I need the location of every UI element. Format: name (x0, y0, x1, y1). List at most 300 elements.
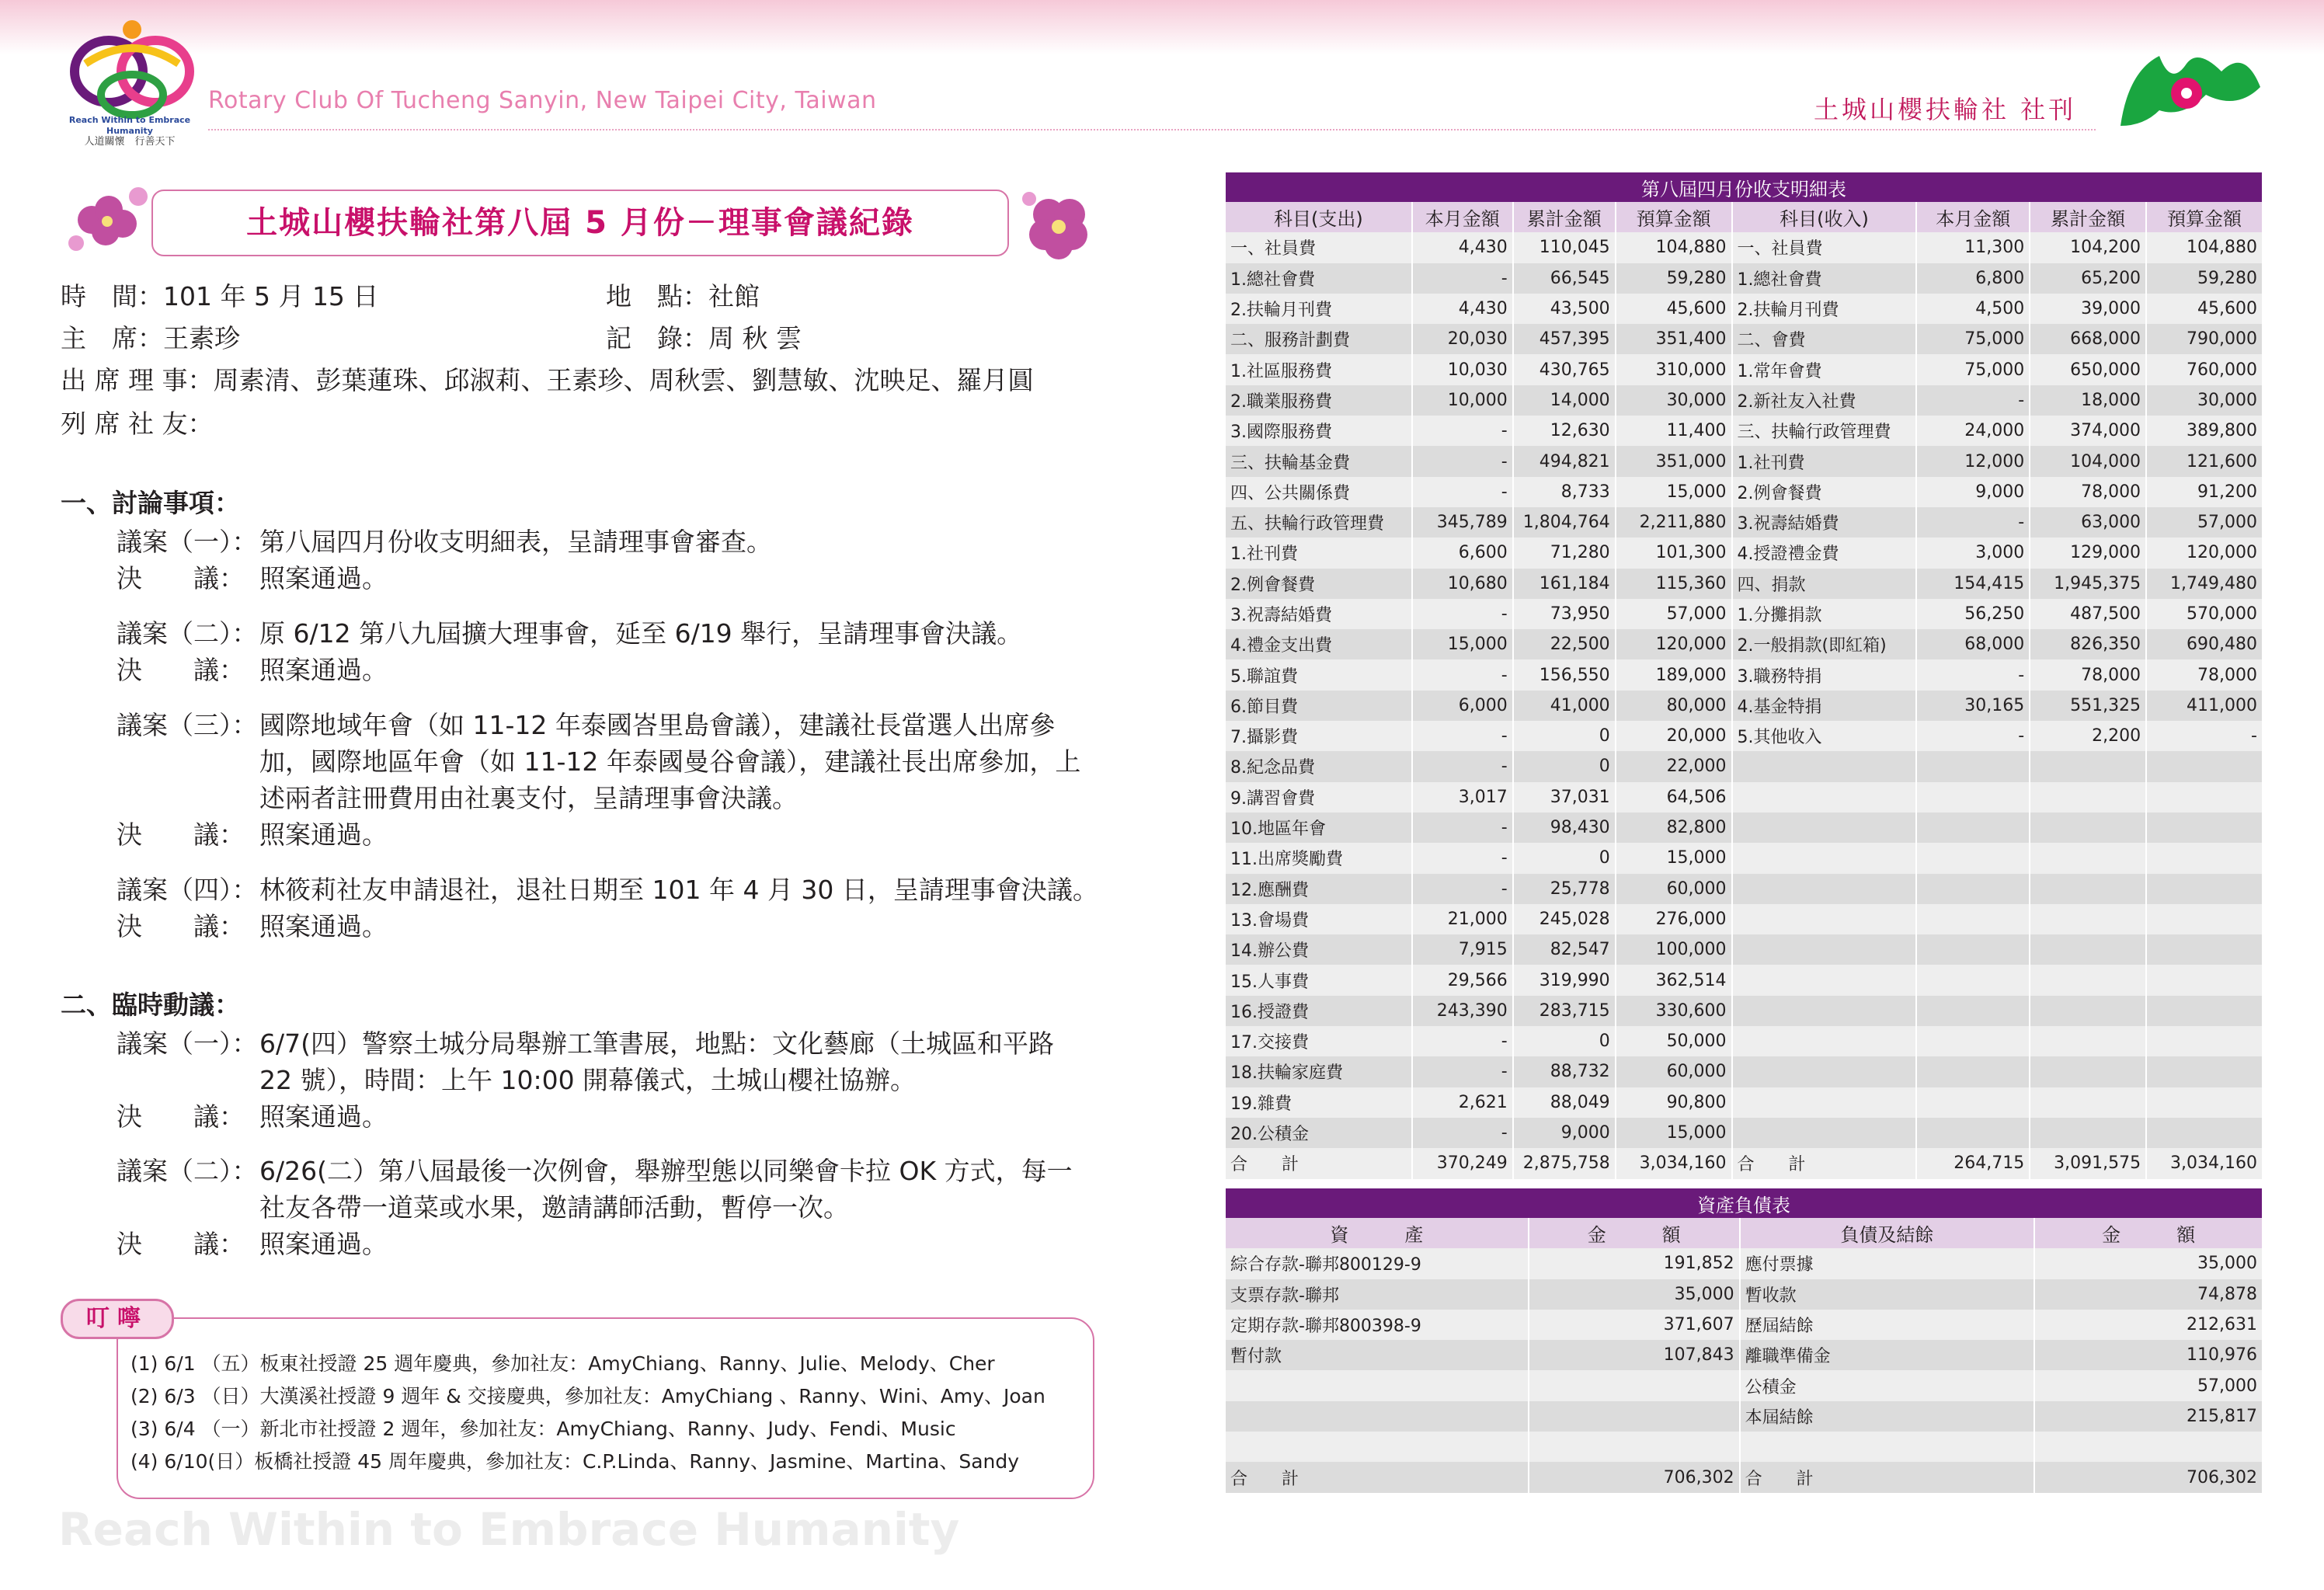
table-cell: 212,631 (2034, 1310, 2263, 1340)
table-cell: - (2146, 721, 2263, 751)
table-cell (2146, 996, 2263, 1026)
decision-label: 決 議： (117, 563, 245, 593)
table-row (1226, 904, 2263, 934)
table-cell: 20.公積金 (1226, 1118, 1412, 1148)
table-cell (2030, 751, 2146, 781)
table-row (1226, 659, 2263, 690)
table-cell: 24,000 (1916, 416, 2030, 446)
table-cell: 56,250 (1916, 599, 2030, 629)
table-cell: 4.基金特捐 (1732, 691, 1917, 721)
meeting-chair (61, 323, 240, 354)
table-cell: 389,800 (2146, 416, 2263, 446)
table-cell: 1.總社會費 (1226, 263, 1412, 294)
table-cell: 7,915 (1412, 934, 1513, 965)
table-cell (1916, 843, 2030, 873)
decision-label: 決 議： (117, 911, 245, 941)
decision-text: 照案通過。 (259, 655, 388, 685)
decision-text: 照案通過。 (259, 911, 388, 941)
total-cell: 706,302 (2034, 1462, 2263, 1492)
table-cell: 189,000 (1616, 659, 1732, 690)
table-cell: 650,000 (2030, 354, 2146, 384)
table-row (1226, 874, 2263, 904)
table-cell: 107,843 (1529, 1340, 1740, 1370)
table-row (1226, 934, 2263, 965)
table-cell: 115,360 (1616, 569, 1732, 599)
table-row (1226, 751, 2263, 781)
table-cell: 457,395 (1513, 324, 1616, 354)
table-row (1226, 324, 2263, 354)
table-cell (2030, 843, 2146, 873)
table-cell (1916, 874, 2030, 904)
table-cell: 3.祝壽結婚費 (1732, 507, 1917, 538)
table-cell: 60,000 (1616, 1056, 1732, 1087)
chair-label: 主 席： (61, 323, 163, 353)
table-cell: 78,000 (2030, 659, 2146, 690)
table-cell (1732, 751, 1917, 781)
meeting-recorder (606, 323, 802, 354)
table-cell (1916, 965, 2030, 995)
table-cell: 345,789 (1412, 507, 1513, 538)
table-cell: 75,000 (1916, 354, 2030, 384)
table-cell (2146, 1056, 2263, 1087)
motion-text: 22 號），時間：上午 10:00 開幕儀式，土城山櫻社協辦。 (259, 1065, 917, 1095)
table-cell (2146, 751, 2263, 781)
table-cell: 支票存款-聯邦 (1226, 1279, 1529, 1310)
total-row (1226, 1462, 2263, 1492)
table-cell (1529, 1432, 1740, 1462)
total-cell: 合 計 (1226, 1148, 1412, 1178)
table-row (1226, 1370, 2263, 1400)
column-header: 預算金額 (1616, 202, 1732, 232)
table-cell: - (1412, 446, 1513, 476)
table-row (1226, 1026, 2263, 1056)
table-cell: 90,800 (1616, 1087, 1732, 1118)
column-header: 科目(收入) (1732, 202, 1917, 232)
proposal-label: 議案（二）： (117, 618, 258, 649)
table-cell: 245,028 (1513, 904, 1616, 934)
table-cell: 6,800 (1916, 263, 2030, 294)
table-header-row (1226, 202, 2263, 232)
table-row (1226, 477, 2263, 507)
table-cell: 4,500 (1916, 294, 2030, 324)
table-cell: 66,545 (1513, 263, 1616, 294)
table-cell: 2,621 (1412, 1087, 1513, 1118)
table-row (1226, 232, 2263, 263)
column-header: 金 額 (1529, 1218, 1740, 1248)
table-cell: - (1412, 843, 1513, 873)
table-cell (2146, 843, 2263, 873)
table-cell: 11,400 (1616, 416, 1732, 446)
income-expense-table (1226, 172, 2263, 1179)
table-cell: 154,415 (1916, 569, 2030, 599)
table-cell: 0 (1513, 721, 1616, 751)
proposal-text: 原 6/12 第八九屆擴大理事會，延至 6/19 舉行，呈請理事會決議。 (259, 618, 1023, 649)
table-cell: 4,430 (1412, 232, 1513, 263)
table-cell: 826,350 (2030, 629, 2146, 659)
table-cell: 45,600 (1616, 294, 1732, 324)
table-cell: 3,017 (1412, 782, 1513, 812)
reminder-item: (4) 6/10(日）板橋社授證 45 周年慶典，參加社友：C.P.Linda、Ranny、Jasmine、Martina、Sandy (130, 1450, 1020, 1473)
chair-value: 王素珍 (163, 323, 240, 353)
table-cell: 319,990 (1513, 965, 1616, 995)
table-cell: 0 (1513, 1026, 1616, 1056)
table-cell: 2.職業服務費 (1226, 385, 1412, 416)
table-cell (2146, 1118, 2263, 1148)
reminder-item: (2) 6/3 （日）大漢溪社授證 9 週年 & 交接慶典，參加社友：AmyChiang 、Ranny、Wini、Amy、Joan (130, 1385, 1045, 1407)
table-cell: 0 (1513, 751, 1616, 781)
time-label: 時 間： (61, 281, 163, 311)
table-cell: 2.新社友入社費 (1732, 385, 1917, 416)
recorder-value: 周 秋 雲 (708, 323, 802, 353)
table-cell: 三、扶輪基金費 (1226, 446, 1412, 476)
top-band (0, 0, 2324, 54)
table-cell: 110,976 (2034, 1340, 2263, 1370)
table-row (1226, 1056, 2263, 1087)
table-cell: 18.扶輪家庭費 (1226, 1056, 1412, 1087)
table-cell: 78,000 (2146, 659, 2263, 690)
recorder-label: 記 錄： (606, 323, 708, 353)
table-cell: 15,000 (1412, 629, 1513, 659)
table-cell: 35,000 (2034, 1248, 2263, 1279)
table-cell: 276,000 (1616, 904, 1732, 934)
table-cell: 15,000 (1616, 843, 1732, 873)
table-cell: 243,390 (1412, 996, 1513, 1026)
table-cell: 20,000 (1616, 721, 1732, 751)
table-cell: 應付票據 (1740, 1248, 2035, 1279)
table-cell: 37,031 (1513, 782, 1616, 812)
table-title: 第八屆四月份收支明細表 (1226, 172, 2263, 202)
proposal-label: 議案（一）： (117, 527, 258, 557)
table-cell: 1.常年會費 (1732, 354, 1917, 384)
table-cell: 14,000 (1513, 385, 1616, 416)
total-cell: 合 計 (1740, 1462, 2035, 1492)
table-cell: 暫付款 (1226, 1340, 1529, 1370)
table-cell: - (1412, 721, 1513, 751)
table-cell: 104,000 (2030, 446, 2146, 476)
table-cell: 2.例會餐費 (1226, 569, 1412, 599)
table-cell: 104,200 (2030, 232, 2146, 263)
table-row (1226, 721, 2263, 751)
table-cell: - (1412, 874, 1513, 904)
table-cell: 88,732 (1513, 1056, 1616, 1087)
table-cell (1732, 1087, 1917, 1118)
column-header: 金 額 (2034, 1218, 2263, 1248)
table-cell: 10,000 (1412, 385, 1513, 416)
table-cell: 120,000 (1616, 629, 1732, 659)
table-cell: 暫收款 (1740, 1279, 2035, 1310)
table-cell: 2.扶輪月刊費 (1732, 294, 1917, 324)
table-cell: 82,547 (1513, 934, 1616, 965)
table-cell: 65,200 (2030, 263, 2146, 294)
table-cell: 4.授證禮金費 (1732, 538, 1917, 568)
table-cell: 1,749,480 (2146, 569, 2263, 599)
total-cell: 264,715 (1916, 1148, 2030, 1178)
table-cell: 二、會費 (1732, 324, 1917, 354)
table-cell (2030, 874, 2146, 904)
section-heading: 二、臨時動議： (61, 990, 240, 1020)
table-cell: 91,200 (2146, 477, 2263, 507)
table-cell (2146, 782, 2263, 812)
table-cell: 7.攝影費 (1226, 721, 1412, 751)
table-cell: 10,680 (1412, 569, 1513, 599)
table-cell: 60,000 (1616, 874, 1732, 904)
place-label: 地 點： (606, 281, 708, 311)
reminder-tag: 叮嚀 (61, 1299, 174, 1339)
table-cell: 二、服務計劃費 (1226, 324, 1412, 354)
table-cell: 5.聯誼費 (1226, 659, 1412, 690)
table-cell: 2,211,880 (1616, 507, 1732, 538)
table-cell: 12,000 (1916, 446, 2030, 476)
table-cell: - (1412, 263, 1513, 294)
table-cell: 494,821 (1513, 446, 1616, 476)
table-cell: - (1412, 416, 1513, 446)
reminder-item: (1) 6/1 （五）板東社授證 25 週年慶典，參加社友：AmyChiang、Ranny、Julie、Melody、Cher (130, 1352, 995, 1375)
table-cell: 20,030 (1412, 324, 1513, 354)
table-row (1226, 599, 2263, 629)
table-cell: 215,817 (2034, 1401, 2263, 1432)
table-cell: 離職準備金 (1740, 1340, 2035, 1370)
table-cell: 一、社員費 (1226, 232, 1412, 263)
table-row (1226, 507, 2263, 538)
total-cell: 3,034,160 (1616, 1148, 1732, 1178)
table-row (1226, 1087, 2263, 1118)
table-header-row (1226, 1218, 2263, 1248)
table-cell (1732, 782, 1917, 812)
table-cell: - (1412, 812, 1513, 843)
table-cell (2030, 965, 2146, 995)
table-cell (1916, 782, 2030, 812)
table-cell: 39,000 (2030, 294, 2146, 324)
table-cell (1916, 751, 2030, 781)
table-cell: - (1412, 1056, 1513, 1087)
table-row (1226, 1310, 2263, 1340)
motion-text: 社友各帶一道菜或水果，邀請講師活動，暫停一次。 (259, 1192, 849, 1223)
table-cell: 1.總社會費 (1732, 263, 1917, 294)
column-header: 累計金額 (2030, 202, 2146, 232)
decision-label: 決 議： (117, 1229, 245, 1259)
table-cell: 45,600 (2146, 294, 2263, 324)
table-cell (1916, 904, 2030, 934)
table-cell: 9.講習會費 (1226, 782, 1412, 812)
table-cell: 78,000 (2030, 477, 2146, 507)
table-cell: - (1412, 1026, 1513, 1056)
table-cell: 1.社刊費 (1732, 446, 1917, 476)
column-header: 科目(支出) (1226, 202, 1412, 232)
reminder-item: (3) 6/4 （一）新北市社授證 2 週年，參加社友：AmyChiang、Ranny、Judy、Fendi、Music (130, 1418, 956, 1440)
table-cell: 25,778 (1513, 874, 1616, 904)
table-row (1226, 1340, 2263, 1370)
table-cell: 129,000 (2030, 538, 2146, 568)
table-cell: - (1916, 659, 2030, 690)
table-cell: 59,280 (1616, 263, 1732, 294)
place-value: 社館 (708, 281, 760, 311)
table-cell: - (1916, 385, 2030, 416)
table-row (1226, 996, 2263, 1026)
table-cell: 59,280 (2146, 263, 2263, 294)
table-cell: 10,030 (1412, 354, 1513, 384)
column-header: 本月金額 (1412, 202, 1513, 232)
total-cell: 合 計 (1732, 1148, 1917, 1178)
column-header: 資 產 (1226, 1218, 1529, 1248)
table-cell: 57,000 (2034, 1370, 2263, 1400)
table-cell: - (1412, 751, 1513, 781)
table-cell: 13.會場費 (1226, 904, 1412, 934)
table-cell: 四、捐款 (1732, 569, 1917, 599)
table-cell (1732, 812, 1917, 843)
column-header: 負債及結餘 (1740, 1218, 2035, 1248)
table-cell: 12,630 (1513, 416, 1616, 446)
table-cell (1529, 1401, 1740, 1432)
proposal-text: 國際地域年會（如 11-12 年泰國峇里島會議），建議社長當選人出席參 (259, 710, 1056, 740)
table-cell: 2,200 (2030, 721, 2146, 751)
table-cell: 330,600 (1616, 996, 1732, 1026)
table-cell (2030, 1118, 2146, 1148)
table-cell (1226, 1370, 1529, 1400)
club-name: Rotary Club Of Tucheng Sanyin, New Taipei City, Taiwan (208, 87, 877, 114)
table-cell: 351,000 (1616, 446, 1732, 476)
table-cell: 4.禮金支出費 (1226, 629, 1412, 659)
decision-text: 照案通過。 (259, 819, 388, 850)
meeting-time (61, 281, 378, 312)
table-cell: 11.出席獎勵費 (1226, 843, 1412, 873)
total-cell: 3,091,575 (2030, 1148, 2146, 1178)
attendees-label: 出 席 理 事： (61, 365, 214, 395)
table-cell (1732, 1118, 1917, 1148)
total-cell: 合 計 (1226, 1462, 1529, 1492)
table-row (1226, 263, 2263, 294)
column-header: 累計金額 (1513, 202, 1616, 232)
table-cell: 161,184 (1513, 569, 1616, 599)
table-row (1226, 782, 2263, 812)
table-cell: 57,000 (2146, 507, 2263, 538)
table-cell: 四、公共關係費 (1226, 477, 1412, 507)
table-cell: 五、扶輪行政管理費 (1226, 507, 1412, 538)
table-cell: 3.職務特捐 (1732, 659, 1917, 690)
table-row (1226, 965, 2263, 995)
table-cell (1916, 1026, 2030, 1056)
table-cell: 17.交接費 (1226, 1026, 1412, 1056)
table-cell: 374,000 (2030, 416, 2146, 446)
table-cell: 362,514 (1616, 965, 1732, 995)
table-cell: 3.國際服務費 (1226, 416, 1412, 446)
table-cell (2030, 1087, 2146, 1118)
table-cell: 30,000 (2146, 385, 2263, 416)
table-cell: 1.分攤捐款 (1732, 599, 1917, 629)
table-cell: 88,049 (1513, 1087, 1616, 1118)
table-cell (2146, 904, 2263, 934)
table-cell: 10.地區年會 (1226, 812, 1412, 843)
table-cell (2030, 996, 2146, 1026)
table-cell (2030, 782, 2146, 812)
table-cell: 80,000 (1616, 691, 1732, 721)
table-cell: 430,765 (1513, 354, 1616, 384)
table-cell: 101,300 (1616, 538, 1732, 568)
table-cell: 0 (1513, 843, 1616, 873)
table-cell: 2.扶輪月刊費 (1226, 294, 1412, 324)
table-cell (1916, 934, 2030, 965)
table-cell: 98,430 (1513, 812, 1616, 843)
table-cell: 3,000 (1916, 538, 2030, 568)
proposal-text: 第八屆四月份收支明細表，呈請理事會審查。 (259, 527, 772, 557)
table-cell (1916, 1087, 2030, 1118)
table-cell: 一、社員費 (1732, 232, 1917, 263)
attendees (61, 365, 1033, 396)
logo-caption (64, 115, 196, 148)
column-header: 本月金額 (1916, 202, 2030, 232)
proposal-label: 議案（三）： (117, 710, 258, 740)
table-cell: 283,715 (1513, 996, 1616, 1026)
table-cell: 21,000 (1412, 904, 1513, 934)
table-row (1226, 629, 2263, 659)
page-title: 土城山櫻扶輪社第八屆 5 月份－理事會議紀錄 (246, 205, 914, 241)
table-cell: 156,550 (1513, 659, 1616, 690)
table-cell (2030, 934, 2146, 965)
table-cell (1226, 1432, 1529, 1462)
table-cell: 11,300 (1916, 232, 2030, 263)
proposal-text: 加，國際地區年會（如 11-12 年泰國曼谷會議），建議社長出席參加，上 (259, 746, 1081, 777)
table-cell (2146, 1026, 2263, 1056)
flower-icon (61, 177, 162, 255)
table-cell (1732, 904, 1917, 934)
table-cell: 12.應酬費 (1226, 874, 1412, 904)
table-cell: 104,880 (1616, 232, 1732, 263)
table-cell: 790,000 (2146, 324, 2263, 354)
table-cell (1732, 843, 1917, 873)
table-cell (2146, 965, 2263, 995)
table-cell: 63,000 (2030, 507, 2146, 538)
table-cell (2146, 874, 2263, 904)
proposal-text: 述兩者註冊費用由社裏支付，呈請理事會決議。 (259, 783, 798, 813)
decision-text: 照案通過。 (259, 563, 388, 593)
attendees-value: 周素清、彭葉蓮珠、邱淑莉、王素珍、周秋雲、劉慧敏、沈映足、羅月圓 (213, 365, 1034, 395)
table-cell: - (1412, 599, 1513, 629)
table-cell: 19.雜費 (1226, 1087, 1412, 1118)
table-cell: 6,600 (1412, 538, 1513, 568)
table-cell (1732, 965, 1917, 995)
table-cell: 29,566 (1412, 965, 1513, 995)
table-cell: 18,000 (2030, 385, 2146, 416)
table-cell (2030, 812, 2146, 843)
table-row (1226, 385, 2263, 416)
table-cell: - (1412, 659, 1513, 690)
table-cell: 9,000 (1513, 1118, 1616, 1148)
column-header: 預算金額 (2146, 202, 2263, 232)
table-caption-row (1226, 172, 2263, 202)
table-cell (1732, 874, 1917, 904)
total-cell: 3,034,160 (2146, 1148, 2263, 1178)
table-cell: 668,000 (2030, 324, 2146, 354)
table-cell: 191,852 (1529, 1248, 1740, 1279)
total-cell: 2,875,758 (1513, 1148, 1616, 1178)
decision-text: 照案通過。 (259, 1229, 388, 1259)
table-row (1226, 1401, 2263, 1432)
table-cell (1916, 812, 2030, 843)
balance-sheet-table (1226, 1188, 2263, 1493)
table-cell: 120,000 (2146, 538, 2263, 568)
total-cell: 706,302 (1529, 1462, 1740, 1492)
table-cell: 6.節目費 (1226, 691, 1412, 721)
title-box (151, 190, 1009, 256)
table-row (1226, 1118, 2263, 1148)
table-cell (2146, 812, 2263, 843)
proposal-label: 議案（四）： (117, 875, 258, 905)
table-cell: 1.社區服務費 (1226, 354, 1412, 384)
table-row (1226, 1279, 2263, 1310)
table-cell: 三、扶輪行政管理費 (1732, 416, 1917, 446)
table-row (1226, 446, 2263, 476)
table-cell: 71,280 (1513, 538, 1616, 568)
table-cell: 104,880 (2146, 232, 2263, 263)
